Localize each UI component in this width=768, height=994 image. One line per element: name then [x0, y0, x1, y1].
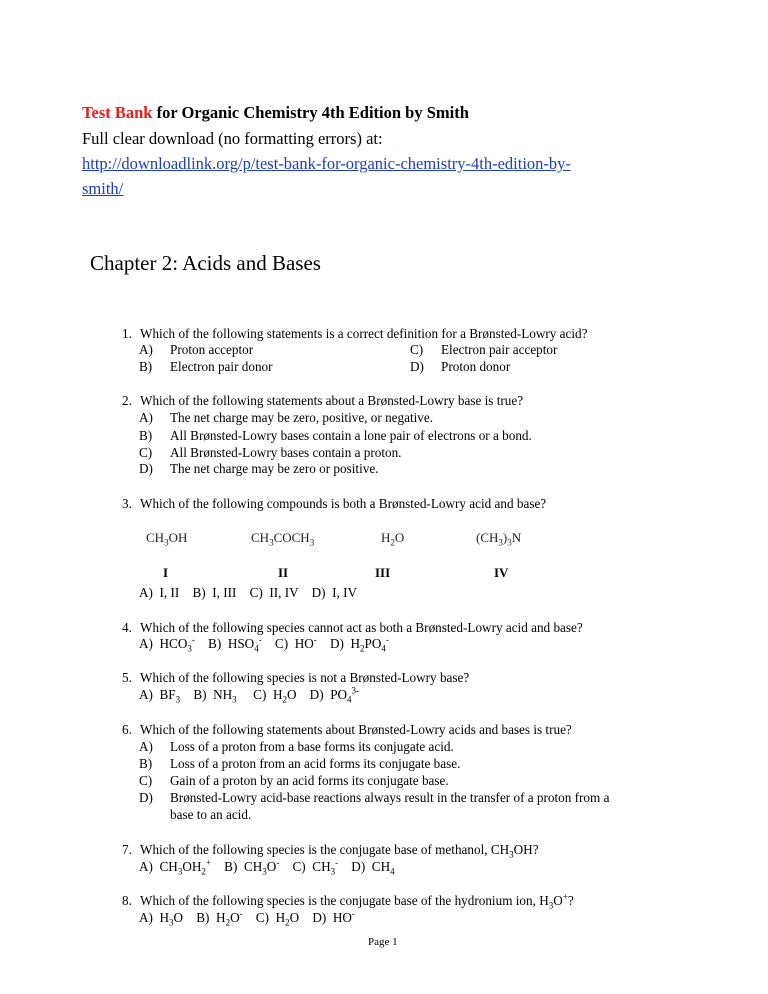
question-number: 1.	[122, 326, 132, 341]
option-text: Proton acceptor	[170, 342, 254, 357]
option-label: B)	[139, 756, 153, 771]
q8-options: A) $H_3O$ B) $H_2O^-$ C) $H_2O$ D) HO-	[139, 908, 355, 928]
title-test-bank: Test Bank	[82, 103, 153, 122]
q3-options: A) I, II B) I, III C) II, IV D) I, IV	[139, 585, 358, 600]
question-2	[122, 393, 523, 409]
q6-option-a	[139, 739, 454, 755]
q5-options: A) $BF_3$ B) $NH_3$ C) $H_2O$ D) $PO_4^{3-}$	[139, 685, 360, 705]
option-label: A)	[139, 410, 153, 425]
question-text: Which of the following species is the conjugate base of the hydronium ion, $H_3O^+$?	[140, 891, 574, 911]
title-rest: for Organic Chemistry 4th Edition by Smith	[152, 103, 469, 122]
option-text: Brønsted-Lowry acid-base reactions always result in the transfer of a proton from a	[170, 790, 610, 805]
question-number: 5.	[122, 670, 132, 685]
option-label: B)	[139, 359, 153, 374]
option-text: Electron pair acceptor	[441, 342, 558, 357]
question-8	[122, 893, 574, 909]
option-text: Loss of a proton from a base forms its conjugate acid.	[170, 739, 454, 754]
q1-option-c	[410, 342, 557, 358]
q1-option-a	[139, 342, 253, 358]
chapter-title: Chapter 2: Acids and Bases	[90, 251, 321, 275]
option-label: A)	[139, 739, 153, 754]
q7-options: A) $CH_3OH_2^+$ B) $CH_3O^-$ C) $CH_3^-$ D) $CH_4$	[139, 857, 395, 877]
option-label: D)	[139, 461, 153, 476]
option-text: The net charge may be zero or positive.	[170, 461, 379, 476]
question-text: Which of the following species is the conjugate base of methanol, $CH_3OH$?	[140, 842, 539, 860]
question-number: 3.	[122, 496, 132, 511]
q1-option-d	[410, 359, 510, 375]
compound-acetone: $CH_3COCH_3$	[251, 530, 315, 548]
page-number: Page 1	[368, 936, 398, 948]
numeral-iii: III	[375, 565, 391, 580]
option-label: B)	[139, 428, 153, 443]
numeral-i: I	[163, 565, 169, 580]
question-number: 7.	[122, 842, 132, 857]
question-text: Which of the following species cannot act as both a Brønsted-Lowry acid and base?	[140, 620, 583, 635]
option-label: A)	[139, 342, 153, 357]
numeral-iv: IV	[494, 565, 509, 580]
compound-methanol: $CH_3OH$	[146, 530, 188, 548]
question-text: Which of the following compounds is both a Brønsted-Lowry acid and base?	[140, 496, 547, 511]
option-text: All Brønsted-Lowry bases contain a lone pair of electrons or a bond.	[170, 428, 532, 443]
q6-option-d	[139, 790, 609, 806]
numeral-ii: II	[278, 565, 289, 580]
document-title	[82, 103, 469, 123]
option-text: The net charge may be zero, positive, or negative.	[170, 410, 434, 425]
question-7	[122, 842, 539, 858]
q2-option-c	[139, 445, 401, 461]
question-5	[122, 670, 469, 686]
option-label: D)	[139, 790, 153, 805]
option-label: C)	[139, 773, 153, 788]
question-3	[122, 496, 546, 512]
question-number: 2.	[122, 393, 132, 408]
question-text: Which of the following species is not a Brønsted-Lowry base?	[140, 670, 470, 685]
question-text: Which of the following statements about a Brønsted-Lowry base is true?	[140, 393, 524, 408]
q2-option-b	[139, 428, 532, 444]
option-label: C)	[139, 445, 153, 460]
question-number: 4.	[122, 620, 132, 635]
question-6	[122, 722, 572, 738]
question-text: Which of the following statements is a correct definition for a Brønsted-Lowry acid?	[140, 326, 588, 341]
download-link-line1[interactable]: http://downloadlink.org/p/test-bank-for-organic-chemistry-4th-edition-by-	[82, 154, 571, 173]
q6-option-b	[139, 756, 460, 772]
option-label: C)	[410, 342, 424, 357]
option-text: Loss of a proton from an acid forms its conjugate base.	[170, 756, 461, 771]
question-number: 6.	[122, 722, 132, 737]
q4-options: A) $HCO_3^-$ B) $HSO_4^-$ C) HO- D) $H_2PO_4^-$	[139, 634, 389, 654]
question-4	[122, 620, 583, 636]
option-text: Proton donor	[441, 359, 511, 374]
question-1	[122, 326, 588, 342]
q6-option-d-continued: base to an acid.	[170, 807, 252, 822]
option-label: D)	[410, 359, 424, 374]
download-subtitle: Full clear download (no formatting errors) at:	[82, 129, 383, 148]
option-text: All Brønsted-Lowry bases contain a proton.	[170, 445, 402, 460]
compound-water: $H_2O$	[381, 530, 405, 548]
q2-option-a	[139, 410, 433, 426]
option-text: Electron pair donor	[170, 359, 273, 374]
download-link-line2[interactable]: smith/	[82, 179, 124, 198]
q1-option-b	[139, 359, 273, 375]
q6-option-c	[139, 773, 449, 789]
option-text: Gain of a proton by an acid forms its conjugate base.	[170, 773, 449, 788]
q2-option-d	[139, 461, 378, 477]
compound-trimethylamine: $(CH_3)_3N$	[476, 530, 522, 548]
question-text: Which of the following statements about Brønsted-Lowry acids and bases is true?	[140, 722, 572, 737]
question-number: 8.	[122, 893, 132, 908]
